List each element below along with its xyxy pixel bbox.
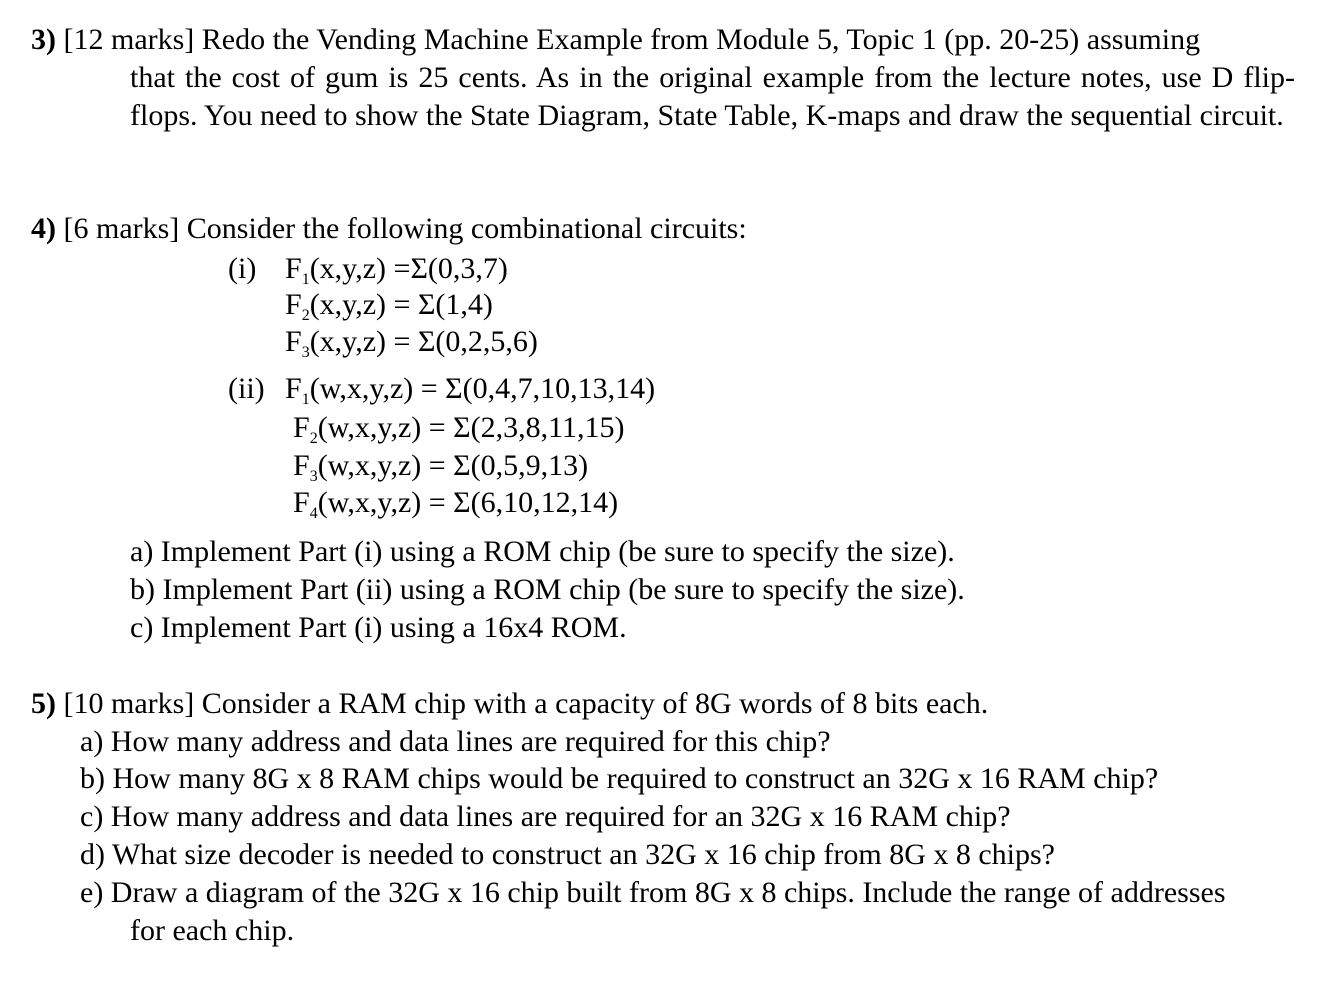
part-ii-f4 [293,484,618,522]
function-expression: (w,x,y,z) = Σ(6,10,12,14) [317,486,619,519]
function-subscript: 1 [301,391,310,408]
question-5-task-c: c) How many address and data lines are required for an 32G x 16 RAM chip? [80,800,1011,833]
function-name: F [293,486,310,519]
function-name: F [285,325,302,358]
function-subscript: 3 [309,468,318,485]
question-5-task-a: a) How many address and data lines are required for this chip? [80,725,831,758]
function-name: F [285,288,302,321]
question-4-lead: Consider the following combinational circuits: [186,212,747,245]
question-4-task-a: a) Implement Part (i) using a ROM chip (be sure to specify the size). [130,535,955,568]
function-name: F [293,411,310,444]
function-expression: (x,y,z) = Σ(1,4) [309,288,493,321]
question-4-task-c: c) Implement Part (i) using a 16x4 ROM. [130,611,627,644]
function-name: F [293,449,310,482]
question-5-marks: [10 marks] [63,687,195,720]
function-expression: (w,x,y,z) = Σ(2,3,8,11,15) [317,411,625,444]
function-subscript: 2 [301,307,310,324]
part-ii-f2 [293,409,625,447]
question-4-marks: [6 marks] [63,212,180,245]
function-subscript: 3 [301,344,310,361]
question-3-first-line [31,21,1200,59]
question-4-number: 4) [31,212,56,245]
function-expression: (x,y,z) =Σ(0,3,7) [309,252,508,285]
question-5-task-e: e) Draw a diagram of the 32G x 16 chip built from 8G x 8 chips. Include the range of addresses [80,876,1226,909]
question-3-body: that the cost of gum is 25 cents. As in the original example from the lecture notes, use D flip-flops. You need to show the State Diagram, State Table, K-maps and draw the sequential circuit. [130,61,1295,132]
question-4-task-b: b) Implement Part (ii) using a ROM chip (be sure to specify the size). [130,573,965,606]
question-5-first-line [31,685,988,723]
function-subscript: 1 [301,271,310,288]
question-5-number: 5) [31,687,56,720]
question-5-task-d: d) What size decoder is needed to construct an 32G x 16 chip from 8G x 8 chips? [80,838,1055,871]
part-ii-label: (ii) [228,372,265,405]
question-5-task-e-continued: for each chip. [130,914,295,947]
part-i-f1 [285,250,508,288]
part-i-f3 [285,323,538,361]
question-5-task-b: b) How many 8G x 8 RAM chips would be required to construct an 32G x 16 RAM chip? [80,762,1159,795]
function-expression: (x,y,z) = Σ(0,2,5,6) [309,325,538,358]
part-i-label: (i) [228,252,257,285]
part-ii-f3 [293,447,588,485]
function-subscript: 4 [309,505,318,522]
function-name: F [285,372,302,405]
question-5-lead: Consider a RAM chip with a capacity of 8G words of 8 bits each. [201,687,989,720]
function-expression: (w,x,y,z) = Σ(0,4,7,10,13,14) [309,372,656,405]
question-3-number: 3) [31,23,56,56]
question-4-first-line [31,210,747,248]
question-3-lead: Redo the Vending Machine Example from Module 5, Topic 1 (pp. 20-25) assuming [201,23,1201,56]
function-expression: (w,x,y,z) = Σ(0,5,9,13) [317,449,589,482]
part-ii-f1 [285,370,655,408]
part-i-f2 [285,286,493,324]
function-subscript: 2 [309,430,318,447]
question-3-marks: [12 marks] [63,23,195,56]
function-name: F [285,252,302,285]
